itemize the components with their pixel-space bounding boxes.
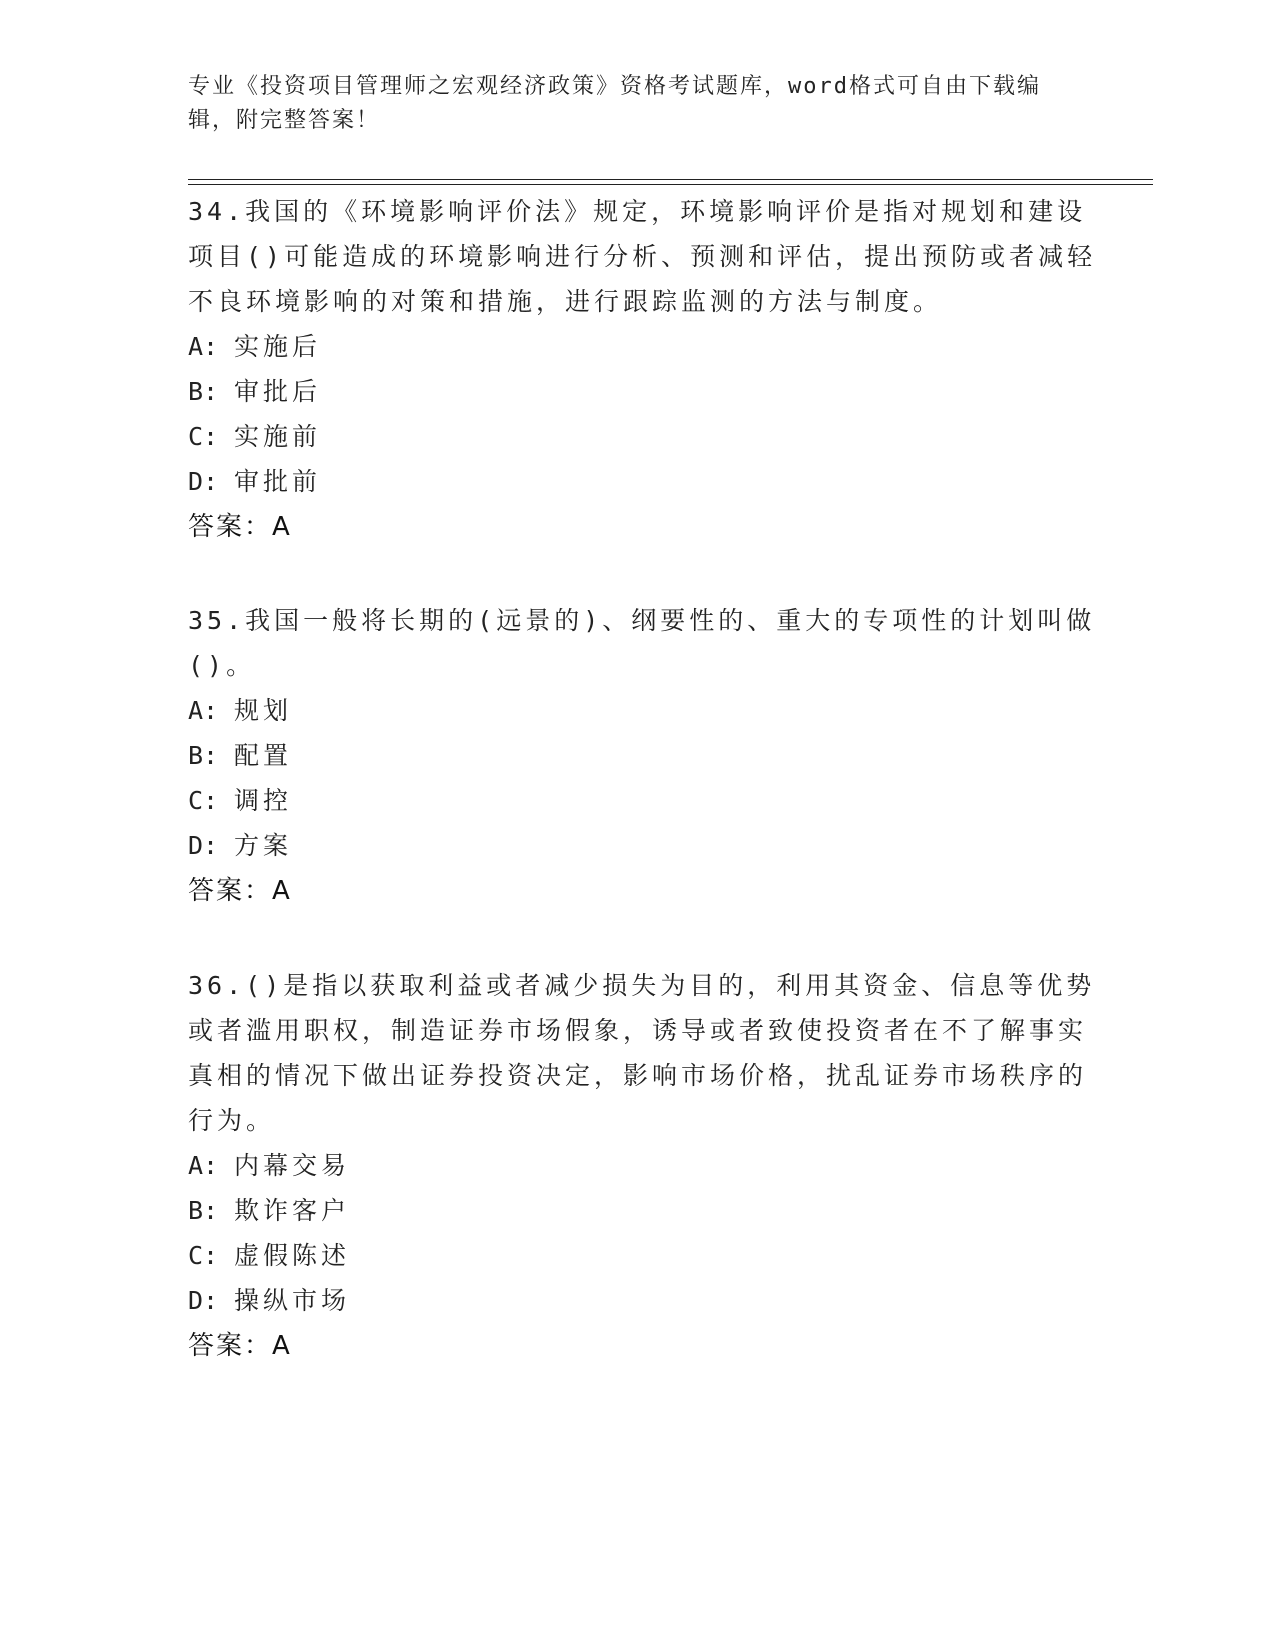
question-text: 35.我国一般将长期的(远景的)、纲要性的、重大的专项性的计划叫做()。: [188, 606, 1096, 680]
option-text: 内幕交易: [234, 1151, 351, 1180]
option-d: [188, 823, 1098, 868]
option-text: 方案: [234, 831, 293, 860]
option-c: [188, 414, 1098, 459]
option-text: 操纵市场: [234, 1286, 351, 1315]
option-text: 调控: [234, 786, 293, 815]
option-label: C:: [188, 1241, 219, 1270]
option-label: A:: [188, 1151, 219, 1180]
document-header: 专业《投资项目管理师之宏观经济政策》资格考试题库，word格式可自由下载编辑，附完整答案！: [188, 74, 1041, 133]
option-text: 规划: [234, 696, 293, 725]
option-label: D:: [188, 1286, 219, 1315]
option-a: [188, 1143, 1098, 1188]
option-text: 审批前: [234, 467, 322, 496]
option-label: C:: [188, 422, 219, 451]
option-label: B:: [188, 377, 219, 406]
option-label: D:: [188, 831, 219, 860]
option-label: C:: [188, 786, 219, 815]
question-34: [188, 189, 1098, 550]
option-text: 审批后: [234, 377, 322, 406]
option-text: 实施后: [234, 332, 322, 361]
option-text: 配置: [234, 741, 293, 770]
option-b: [188, 1188, 1098, 1233]
option-d: [188, 459, 1098, 504]
option-label: D:: [188, 467, 219, 496]
option-a: [188, 688, 1098, 733]
answer-line: 答案：A: [188, 876, 292, 906]
question-36: [188, 963, 1098, 1369]
option-text: 实施前: [234, 422, 322, 451]
answer-line: 答案：A: [188, 512, 292, 542]
header-divider-line-second: [188, 184, 1153, 185]
option-a: [188, 324, 1098, 369]
option-text: 虚假陈述: [234, 1241, 351, 1270]
question-35: [188, 598, 1098, 914]
option-d: [188, 1278, 1098, 1323]
answer-line: 答案：A: [188, 1331, 292, 1361]
question-text: 34.我国的《环境影响评价法》规定，环境影响评价是指对规划和建设项目()可能造成的环境影响进行分析、预测和评估，提出预防或者减轻不良环境影响的对策和措施，进行跟踪监测的方法与制度。: [188, 197, 1097, 316]
option-text: 欺诈客户: [234, 1196, 351, 1225]
option-label: A:: [188, 696, 219, 725]
option-label: A:: [188, 332, 219, 361]
option-label: B:: [188, 1196, 219, 1225]
option-b: [188, 733, 1098, 778]
header-divider-line: [188, 179, 1153, 180]
option-c: [188, 1233, 1098, 1278]
option-label: B:: [188, 741, 219, 770]
question-text: 36.()是指以获取利益或者减少损失为目的，利用其资金、信息等优势或者滥用职权，制造证券市场假象，诱导或者致使投资者在不了解事实真相的情况下做出证券投资决定，影响市场价格，扰乱证券市场秩序的行为。: [188, 971, 1096, 1135]
option-b: [188, 369, 1098, 414]
option-c: [188, 778, 1098, 823]
